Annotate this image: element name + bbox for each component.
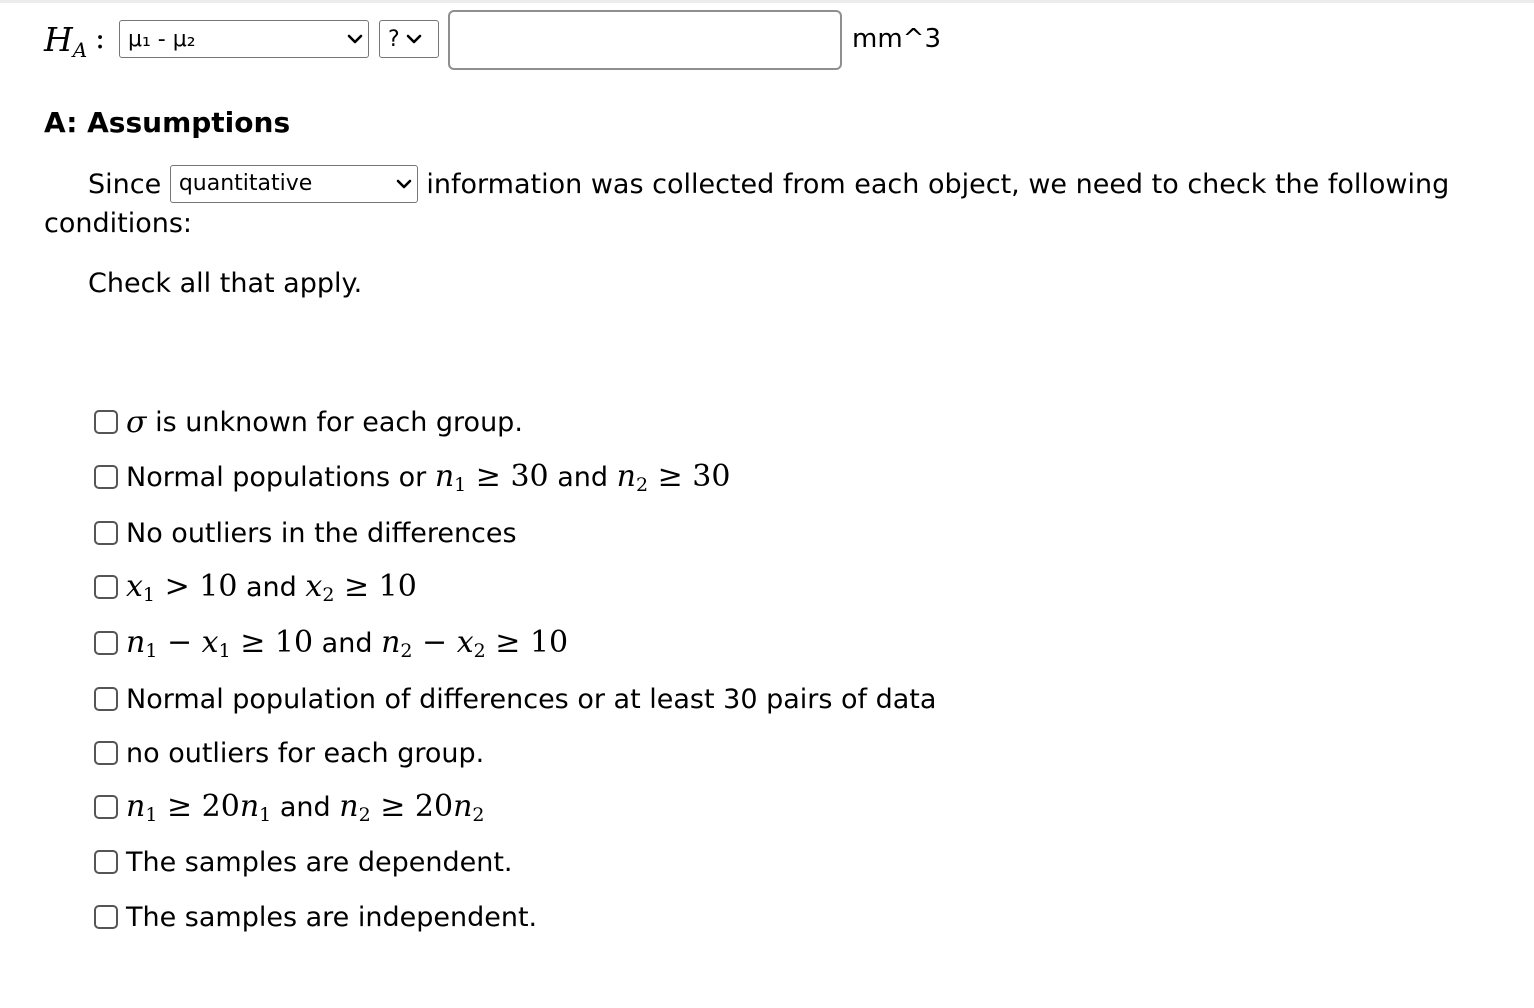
alternative-hypothesis-row [44,12,1444,72]
condition-option-dependent[interactable] [94,844,513,880]
math-expression: $n_1 \ge 20n_1$ [126,788,272,826]
ha-label: $H_A$ [44,20,88,62]
option-label-and: and [321,627,373,659]
option-label-and: and [246,571,297,603]
after-select-text: information was collected from each object, we need to check the following conditions: [44,169,1450,239]
sigma-symbol: σ [126,404,147,440]
math-expression: $n_2 \ge 30$ [616,458,731,496]
checkbox[interactable] [94,687,118,711]
option-label: Normal population of differences or at least 30 pairs of data [126,683,937,715]
condition-option-independent[interactable] [94,899,537,935]
parameter-select[interactable] [119,20,369,58]
checkbox[interactable] [94,905,118,929]
condition-option-no-outliers-differences[interactable] [94,515,517,551]
option-label: Normal populations or [126,461,427,493]
option-label: The samples are dependent. [126,846,513,878]
option-label: no outliers for each group. [126,737,485,769]
chevron-down-icon [391,166,417,202]
option-label: is unknown for each group. [155,406,523,438]
hypothesis-value-input[interactable] [448,10,842,70]
checkbox[interactable] [94,521,118,545]
option-label: The samples are independent. [126,901,538,933]
checkbox[interactable] [94,795,118,819]
assumptions-heading: A: Assumptions [44,106,291,139]
chevron-down-icon [342,21,368,57]
chevron-down-icon [400,21,428,57]
checkbox[interactable] [94,850,118,874]
checkbox[interactable] [94,631,118,655]
condition-option-no-outliers-groups[interactable] [94,735,484,771]
ha-colon: : [95,21,106,56]
option-label-and: and [557,461,609,493]
condition-option-normal-populations[interactable] [94,459,730,495]
checkbox[interactable] [94,741,118,765]
instruction-text: Check all that apply. [88,268,363,299]
math-expression: $x_1 > 10$ [126,568,238,606]
top-divider [0,0,1534,3]
checkbox[interactable] [94,575,118,599]
unit-label: mm^3 [852,24,941,54]
option-label: No outliers in the differences [126,517,517,549]
condition-option-n-minus-x[interactable] [94,625,568,661]
assumptions-paragraph [44,166,1464,243]
math-expression: $n_1 \ge 30$ [434,458,549,496]
operator-select-value: ? [388,26,400,52]
option-label-and: and [279,791,331,823]
operator-select[interactable] [379,20,439,58]
data-type-select[interactable] [170,165,418,203]
math-expression: $x_2 \ge 10$ [305,568,417,606]
since-text: Since [88,169,162,200]
math-expression: $n_1 - x_1 \ge 10$ [126,624,314,662]
condition-option-population-size[interactable] [94,789,484,825]
math-expression: $n_2 \ge 20n_2$ [339,788,485,826]
condition-option-x-successes[interactable] [94,569,417,605]
checkbox[interactable] [94,410,118,434]
condition-option-sigma-unknown[interactable] [94,404,523,440]
parameter-select-value: μ₁ - μ₂ [128,26,196,52]
math-expression: $n_2 - x_2 \ge 10$ [381,624,569,662]
checkbox[interactable] [94,465,118,489]
condition-option-normal-differences[interactable] [94,681,936,717]
data-type-select-value: quantitative [178,170,313,196]
